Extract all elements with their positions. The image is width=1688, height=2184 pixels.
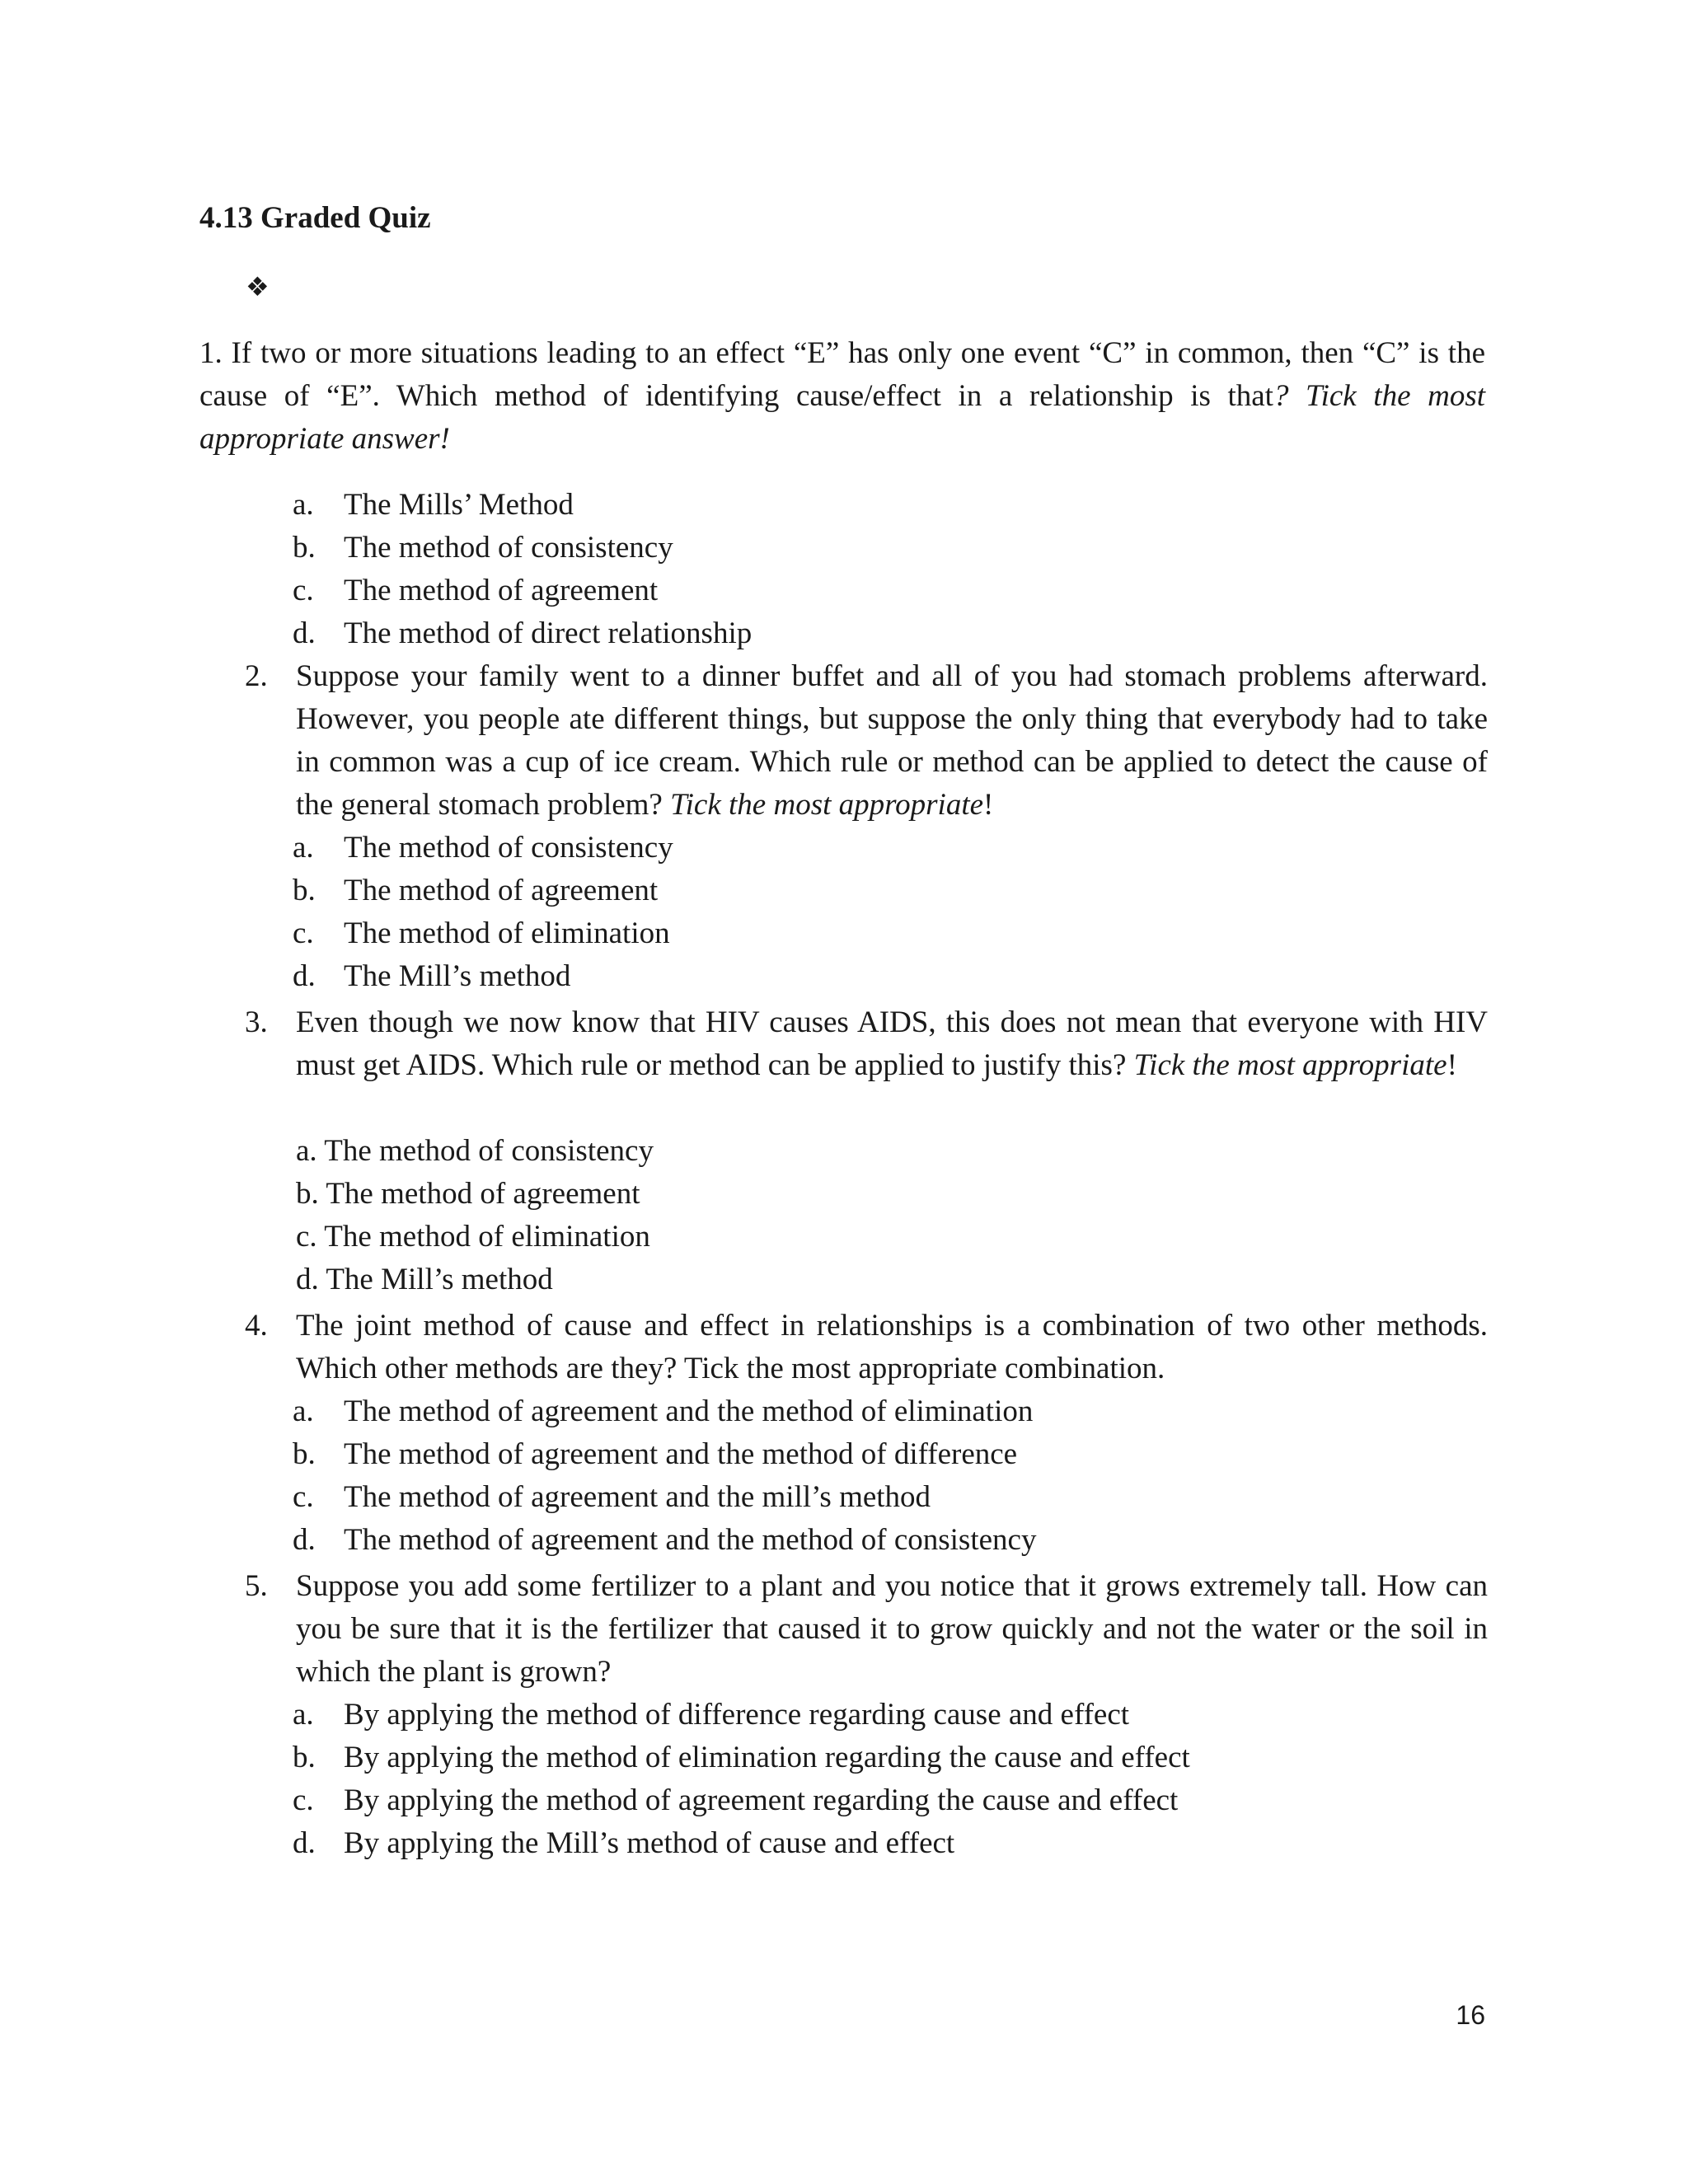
question-1-text: 1. If two or more situations leading to an effect “E” has only one event “C” in common, then “C” is the cause of “E”. Which method of identifying cause/effect in a relationship is that <box>199 336 1485 413</box>
question-number: 5. <box>245 1569 268 1603</box>
question-1 <box>199 332 1485 461</box>
option-text: The method of agreement and the mill’s method <box>344 1480 931 1514</box>
option-letter: d. <box>293 1826 316 1860</box>
option-item <box>293 1433 1463 1476</box>
question-3-options <box>296 1130 1466 1301</box>
question-3-prompt: Tick the most appropriate <box>1133 1048 1447 1082</box>
question-number: 2. <box>245 659 268 693</box>
option-item <box>293 1390 1463 1433</box>
option-item <box>293 912 1463 955</box>
question-2-text <box>296 655 1488 827</box>
option-text: The Mills’ Method <box>344 488 574 522</box>
question-3-text <box>296 1001 1488 1087</box>
option-letter: a. <box>293 831 314 865</box>
option-item: c. The method of elimination <box>296 1220 650 1254</box>
question-number: 3. <box>245 1005 268 1039</box>
option-letter: b. <box>293 1437 316 1471</box>
question-5-text: Suppose you add some fertilizer to a plant and you notice that it grows extremely tall. How can you be sure that it is the fertilizer that caused it to grow quickly and not the water or the soil in which the plant is grown? <box>296 1569 1488 1689</box>
option-letter: b. <box>293 874 316 907</box>
option-letter: c. <box>293 916 314 950</box>
option-item <box>293 1476 1463 1519</box>
option-text: By applying the method of elimination regarding the cause and effect <box>344 1741 1190 1774</box>
option-letter: c. <box>293 1783 314 1817</box>
question-text: Even though we now know that HIV causes AIDS, this does not mean that everyone with HIV must get AIDS. Which rule or method can be applied to justify this? <box>296 1005 1488 1082</box>
option-item <box>293 827 1463 869</box>
option-text: The Mill’s method <box>344 959 571 993</box>
option-text: The method of consistency <box>344 831 673 865</box>
option-text: By applying the method of difference regarding cause and effect <box>344 1698 1130 1732</box>
question-2-options <box>293 827 1463 998</box>
option-text: The method of consistency <box>344 531 673 565</box>
option-letter: d. <box>293 959 316 993</box>
question-1-prompt: ? Tick the most appropriate answer! <box>199 379 1485 456</box>
question-number: 4. <box>245 1309 268 1343</box>
option-item <box>293 569 1488 612</box>
option-item <box>293 1779 1463 1822</box>
option-letter: d. <box>293 616 316 650</box>
option-text: The method of agreement and the method of consistency <box>344 1523 1037 1557</box>
option-item <box>293 1519 1463 1562</box>
option-item <box>293 1822 1463 1865</box>
option-text: The method of elimination <box>344 916 670 950</box>
question-text: Suppose your family went to a dinner buffet and all of you had stomach problems afterward. However, you people ate different things, but suppose the only thing that everybody had to take in common was a cup of ice cream. Which rule or method can be applied to detect the cause of the general stomach problem? <box>296 659 1488 822</box>
question-5-options <box>293 1694 1463 1865</box>
option-item <box>293 527 1488 569</box>
option-letter: b. <box>293 1741 316 1774</box>
question-2-prompt: Tick the most appropriate <box>670 788 984 822</box>
option-item <box>293 484 1488 527</box>
option-item <box>293 869 1463 912</box>
option-item: a. The method of consistency <box>296 1134 654 1168</box>
section-heading: 4.13 Graded Quiz <box>199 201 431 235</box>
option-letter: a. <box>293 1698 314 1732</box>
question-1-options <box>293 484 1488 655</box>
option-text: By applying the Mill’s method of cause and effect <box>344 1826 955 1860</box>
option-letter: a. <box>293 488 314 522</box>
option-letter: b. <box>293 531 316 565</box>
question-tail: ! <box>983 788 994 822</box>
page-number: 16 <box>1456 2000 1485 2030</box>
question-4-options <box>293 1390 1463 1562</box>
diamond-bullet-icon: ❖ <box>246 272 270 302</box>
option-item: b. The method of agreement <box>296 1177 640 1211</box>
option-item <box>293 1694 1463 1736</box>
option-item <box>293 612 1488 655</box>
option-item <box>293 1736 1463 1779</box>
question-tail: ! <box>1447 1048 1457 1082</box>
option-text: The method of agreement <box>344 574 659 607</box>
option-letter: a. <box>293 1394 314 1428</box>
option-text: The method of agreement <box>344 874 659 907</box>
option-text: The method of agreement and the method of difference <box>344 1437 1018 1471</box>
option-letter: c. <box>293 1480 314 1514</box>
option-item: d. The Mill’s method <box>296 1263 553 1296</box>
option-letter: d. <box>293 1523 316 1557</box>
option-text: The method of direct relationship <box>344 616 753 650</box>
option-letter: c. <box>293 574 314 607</box>
option-text: By applying the method of agreement regarding the cause and effect <box>344 1783 1179 1817</box>
question-4-text: The joint method of cause and effect in relationships is a combination of two other methods. Which other methods are they? Tick the most appropriate combination. <box>296 1309 1488 1385</box>
option-text: The method of agreement and the method of elimination <box>344 1394 1034 1428</box>
option-item <box>293 955 1463 998</box>
